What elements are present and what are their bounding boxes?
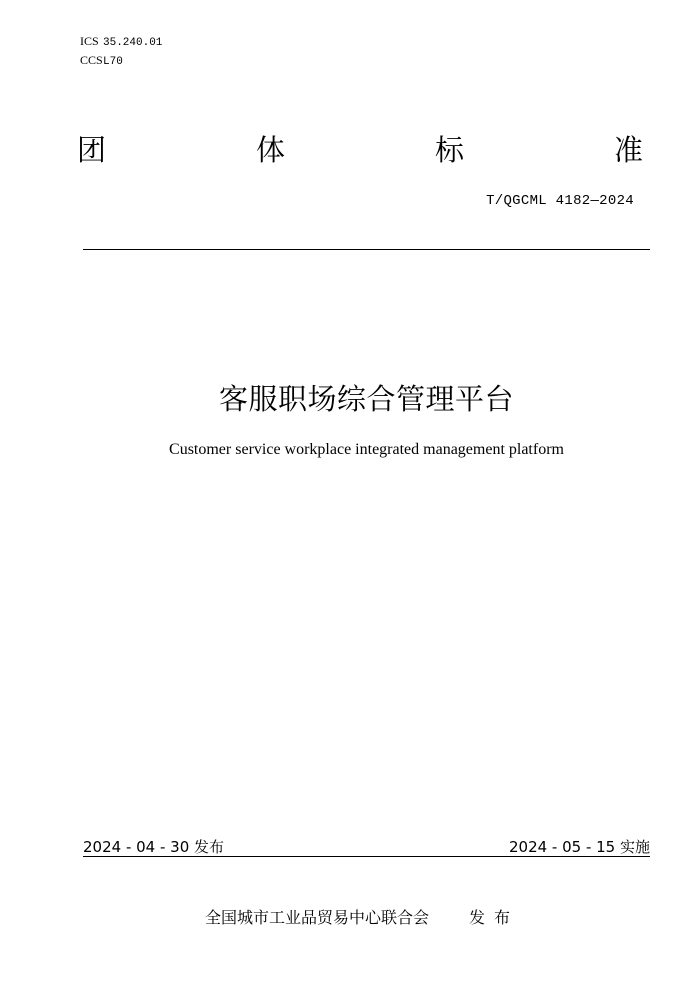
group-standard-char-3: 标 xyxy=(435,133,465,167)
group-standard-char-1: 团 xyxy=(77,133,107,167)
standard-number: T/QGCML 4182—2024 xyxy=(486,193,634,209)
ccs-value: L70 xyxy=(103,56,123,68)
ics-label: ICS xyxy=(80,34,99,48)
group-standard-char-2: 体 xyxy=(256,133,286,167)
document-subtitle: Customer service workplace integrated management platform xyxy=(169,441,564,458)
ics-value: 35.240.01 xyxy=(103,37,163,49)
ccs-label: CCS xyxy=(80,53,103,67)
group-standard-char-4: 准 xyxy=(614,133,644,167)
ics-code xyxy=(80,35,162,49)
issue-label: 发布 xyxy=(469,908,520,927)
implement-date: 2024 - 05 - 15 实施 xyxy=(508,838,650,856)
top-divider xyxy=(83,249,650,250)
document-title: 客服职场综合管理平台 xyxy=(218,382,514,416)
issuer-name: 全国城市工业品贸易中心联合会 xyxy=(205,908,430,927)
publish-date: 2024 - 04 - 30 发布 xyxy=(83,838,225,856)
ccs-code xyxy=(80,54,123,68)
bottom-divider xyxy=(83,856,650,857)
